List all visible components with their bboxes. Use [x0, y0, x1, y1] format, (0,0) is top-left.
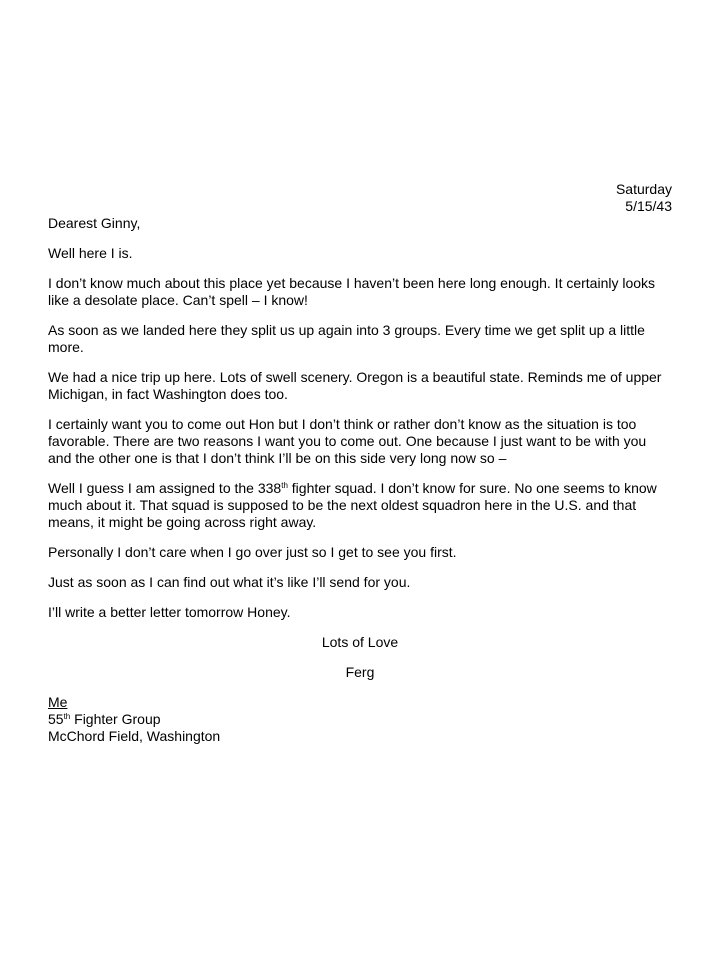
paragraph-6-text-b: fighter squad. I don’t know for sure. No one seems to know much about it. That squad is supposed to be the next oldest squadron here in the U.S. and that means, it might be going across right away.: [48, 480, 657, 530]
paragraph-5: I certainly want you to come out Hon but I don’t think or rather don’t know as the situation is too favorable. There are two reasons I want you to come out. One because I just want to be with you and the other one is that I don’t think I’ll be on this side very long now so –: [48, 416, 647, 466]
paragraph-3: As soon as we landed here they split us up again into 3 groups. Every time we get split up a little more.: [48, 322, 645, 355]
address-name: Me: [48, 694, 68, 710]
paragraph-4: We had a nice trip up here. Lots of swell scenery. Oregon is a beautiful state. Reminds me of upper Michigan, in fact Washington does too.: [48, 369, 662, 402]
paragraph-9: I’ll write a better letter tomorrow Honey.: [48, 604, 291, 620]
date-block: [48, 181, 672, 215]
date-value: 5/15/43: [625, 198, 672, 214]
date-day: Saturday: [615, 181, 672, 197]
paragraph-8: Just as soon as I can find out what it’s like I’ll send for you.: [48, 574, 411, 590]
signature: Ferg: [345, 664, 375, 680]
paragraph-1: Well here I is.: [48, 245, 133, 261]
address-unit-name: Fighter Group: [70, 711, 161, 727]
paragraph-6-text-a: Well I guess I am assigned to the 338: [48, 480, 282, 496]
letter-page: [48, 181, 672, 745]
address-unit-number: 55: [48, 711, 64, 727]
return-address: [48, 694, 672, 745]
address-unit: [48, 711, 672, 728]
paragraph-7: Personally I don’t care when I go over just so I get to see you first.: [48, 544, 457, 560]
paragraph-2: I don’t know much about this place yet because I haven’t been here long enough. It certainly looks like a desolate place. Can’t spell – I know!: [48, 275, 656, 308]
paragraph-6-superscript: th: [281, 481, 288, 491]
salutation: Dearest Ginny,: [48, 215, 141, 231]
address-unit-superscript: th: [63, 712, 71, 722]
address-location: McChord Field, Washington: [48, 728, 221, 744]
closing-line: Lots of Love: [321, 634, 399, 650]
paragraph-6: [48, 480, 672, 531]
